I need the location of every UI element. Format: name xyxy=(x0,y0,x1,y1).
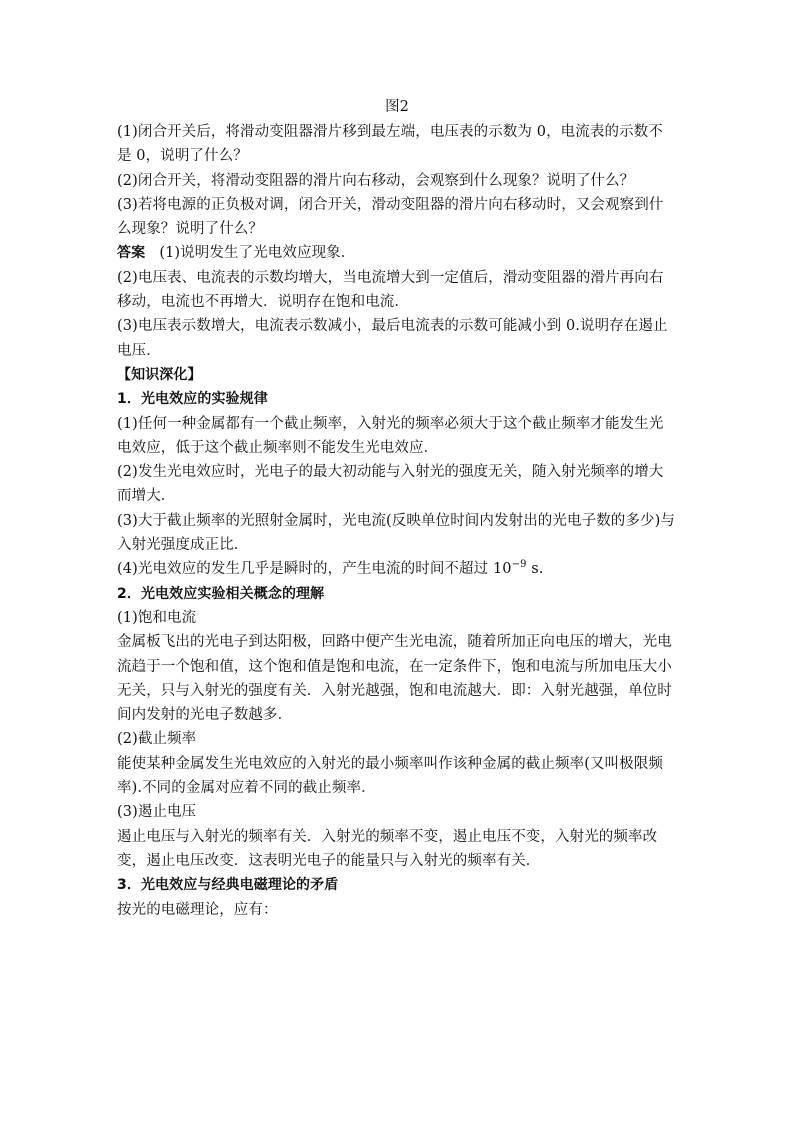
section-1-item-3: (3)大于截止频率的光照射金属时，光电流(反映单位时间内发射出的光电子数的多少)与入射光强度成正比． xyxy=(117,512,675,554)
item-4-suffix: s. xyxy=(526,561,544,578)
answer-label: 答案 xyxy=(117,245,146,262)
knowledge-deepening-title: 【知识深化】 xyxy=(117,366,202,383)
section-3-heading: 3．光电效应与经典电磁理论的矛盾 xyxy=(117,877,339,894)
document-content xyxy=(117,96,677,922)
question-3: (3)若将电源的正负极对调，闭合开关，滑动变阻器的滑片向右移动时，又会观察到什么现象？说明了什么？ xyxy=(117,196,664,238)
answer-2: (2)电压表、电流表的示数均增大，当电流增大到一定值后，滑动变阻器的滑片再向右移动，电流也不再增大．说明存在饱和电流． xyxy=(117,269,664,311)
item-4-prefix: (4)光电效应的发生几乎是瞬时的，产生电流的时间不超过 10 xyxy=(117,561,512,578)
section-1-item-2: (2)发生光电效应时，光电子的最大初动能与入射光的强度无关，随入射光频率的增大而增大． xyxy=(117,464,664,505)
section-2-sub-2-title: (2)截止频率 xyxy=(117,731,197,748)
section-2-sub-2-text: 能使某种金属发生光电效应的入射光的最小频率叫作该种金属的截止频率(又叫极限频率).不同的金属对应着不同的截止频率． xyxy=(117,755,663,797)
section-2-heading: 2．光电效应实验相关概念的理解 xyxy=(117,585,325,602)
answer-1-text: (1)说明发生了光电效应现象． xyxy=(159,245,356,262)
section-1-item-1: (1)任何一种金属都有一个截止频率，入射光的频率必须大于这个截止频率才能发生光电效应，低于这个截止频率则不能发生光电效应． xyxy=(117,415,664,456)
answer-1 xyxy=(117,241,677,265)
section-2-sub-3-title: (3)遏止电压 xyxy=(117,804,197,821)
question-2: (2)闭合开关，将滑动变阻器的滑片向右移动，会观察到什么现象？说明了什么？ xyxy=(117,172,635,189)
question-1: (1)闭合开关后，将滑动变阻器滑片移到最左端，电压表的示数为 0，电流表的示数不是 0，说明了什么？ xyxy=(117,124,663,165)
item-4-exponent: −9 xyxy=(511,559,527,571)
section-2-sub-1-title: (1)饱和电流 xyxy=(117,609,197,626)
section-1-item-4 xyxy=(117,557,677,581)
section-2-sub-1-text: 金属板飞出的光电子到达阳极，回路中便产生光电流，随着所加正向电压的增大，光电流趋于一个饱和值，这个饱和值是饱和电流，在一定条件下，饱和电流与所加电压大小无关，只与入射光的强度有关．入射光越强，饱和电流越大．即：入射光越强，单位时间内发射的光电子数越多． xyxy=(117,634,672,724)
section-1-heading: 1．光电效应的实验规律 xyxy=(117,391,268,408)
section-2-sub-3-text: 遏止电压与入射光的频率有关．入射光的频率不变，遏止电压不变，入射光的频率改变，遏止电压改变．这表明光电子的能量只与入射光的频率有关． xyxy=(117,828,658,869)
section-3-text: 按光的电磁理论，应有： xyxy=(117,901,278,918)
figure-caption: 图2 xyxy=(385,99,409,115)
answer-3: (3)电压表示数增大，电流表示数减小，最后电流表的示数可能减小到 0.说明存在遏止电压． xyxy=(117,318,668,359)
